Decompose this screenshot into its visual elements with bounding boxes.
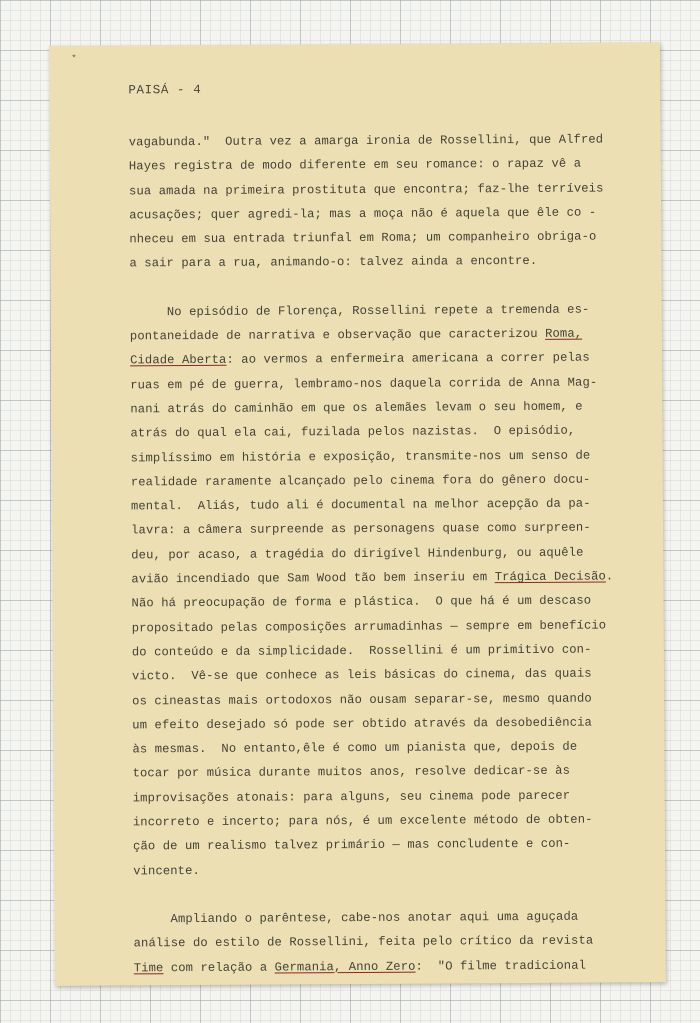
text-line [132,637,602,664]
text-line [132,662,602,689]
text-segment: análise do estilo de Rossellini, feita pelo crítico da revista [133,933,594,951]
corner-mark: * [71,53,77,64]
typed-body [128,128,614,981]
text-segment: Não há preocupação de forma e plástica. O que há é um descaso [131,593,592,611]
paragraph-gap [130,273,600,300]
text-line [131,492,601,519]
underlined-title: Roma, [545,326,583,341]
underlined-title: Trágica Decisão [494,569,606,585]
text-line [131,565,614,592]
text-segment: sua amada na primeira prostituta que encontra; faz-lhe terríveis [128,181,604,198]
text-line [129,200,599,227]
text-segment: deu, por acaso, a tragédia do dirigível Hindenburg, ou aquêle [131,545,584,563]
text-segment: nheceu em sua entrada triunfal em Roma; um companheiro obriga-o [129,229,597,247]
text-line [129,152,599,179]
text-segment: os cineastas mais ortodoxos não ousam separar-se, mesmo quando [132,691,592,708]
text-segment: . [605,569,614,584]
text-segment: às mesmas. No entanto,êle é como um pianista que, depois de [132,739,578,757]
text-segment: Hayes registra de modo diferente em seu romance: o rapaz vê a [128,156,582,174]
text-line [130,419,600,446]
text-line [134,929,604,956]
text-segment: avião incendiado que Sam Wood tão bem inseriu em [131,570,495,587]
text-line [128,128,604,155]
text-segment: simplíssimo em história e exposição, transmite-nos um senso de [130,448,591,465]
underlined-title: Cidade Aberta [130,353,227,368]
text-line [131,613,607,640]
text-segment: propositado pelas composições arrumadinhas — sempre em benefício [131,618,607,636]
text-segment: ção de um realismo talvez primário — mas concludente e con- [132,837,571,854]
text-segment: ruas em pé de guerra, lembramo-nos daquela corrida de Anna Mag- [130,375,598,393]
text-line [133,759,603,786]
text-line [129,225,599,252]
text-segment: um efeito desejado só pode ser obtido através da desobediência [132,715,592,733]
text-line [130,394,600,421]
text-line [133,856,603,883]
text-segment: incorreto e incerto; para nós, é um excelente método de obten- [132,812,593,830]
text-segment: victo. Vê-se que conhece as leis básicas do cinema, das quais [131,666,592,684]
text-segment: acusações; quer agredi-la; mas a moça não é aquela que êle co - [129,205,597,223]
text-segment: do conteúdo e da simplicidade. Rossellini é um primitivo con- [131,642,592,660]
page-header: PAISÁ - 4 [128,82,202,98]
text-line [134,953,604,980]
text-line [132,710,602,737]
text-segment: nani atrás do caminhão em que os alemães levam o seu homem, e [130,399,583,417]
text-segment: pontaneidade de narrativa e observação que caracterizou [129,326,546,344]
text-line [130,322,600,349]
text-segment: No episódio de Florença, Rossellini repete a tremenda es- [129,302,590,320]
text-line [132,686,602,713]
text-segment: a sair para a rua, animando-o: talvez ainda a encontre. [129,254,538,271]
text-segment: realidade raramente alcançado pelo cinema fora do gênero docu- [130,472,591,490]
text-segment: : ao vermos a enfermeira americana a correr pelas [226,350,590,368]
text-line [130,370,600,397]
text-line [132,735,602,762]
text-segment: improvisações atonais: para alguns, seu cinema pode parecer [132,788,571,806]
text-line [128,176,604,203]
text-segment: com relação a [163,960,275,975]
text-line [129,249,599,276]
text-line [133,904,603,931]
text-segment: lavra: a câmera surpreende as personagens quase como surpreen- [131,521,591,538]
text-line [131,467,601,494]
text-line [133,832,603,859]
text-line [131,589,601,616]
text-line [131,443,601,470]
typed-page [49,42,666,986]
text-line [130,297,600,324]
text-line [133,783,603,810]
text-segment: mental. Aliás, tudo ali é documental na melhor acepção da pa- [130,496,591,514]
text-segment: vincente. [133,863,200,878]
underlined-title: Time [133,960,164,975]
text-segment: Ampliando o parêntese, cabe-nos anotar aqui uma aguçada [133,909,579,927]
text-segment: tocar por música durante muitos anos, resolve dedicar-se às [132,764,571,781]
text-line [130,346,600,373]
text-line [133,808,603,835]
text-segment: atrás do qual ela cai, fuzilada pelos nazistas. O episódio, [130,423,576,441]
text-segment: vagabunda." Outra vez a amarga ironia de Rossellini, que Alfred [128,132,604,150]
paragraph-gap [133,880,603,907]
text-line [131,540,601,567]
text-line [131,516,601,543]
underlined-title: Germania, Anno Zero [274,959,416,975]
text-segment: : "O filme tradicional [415,958,587,974]
